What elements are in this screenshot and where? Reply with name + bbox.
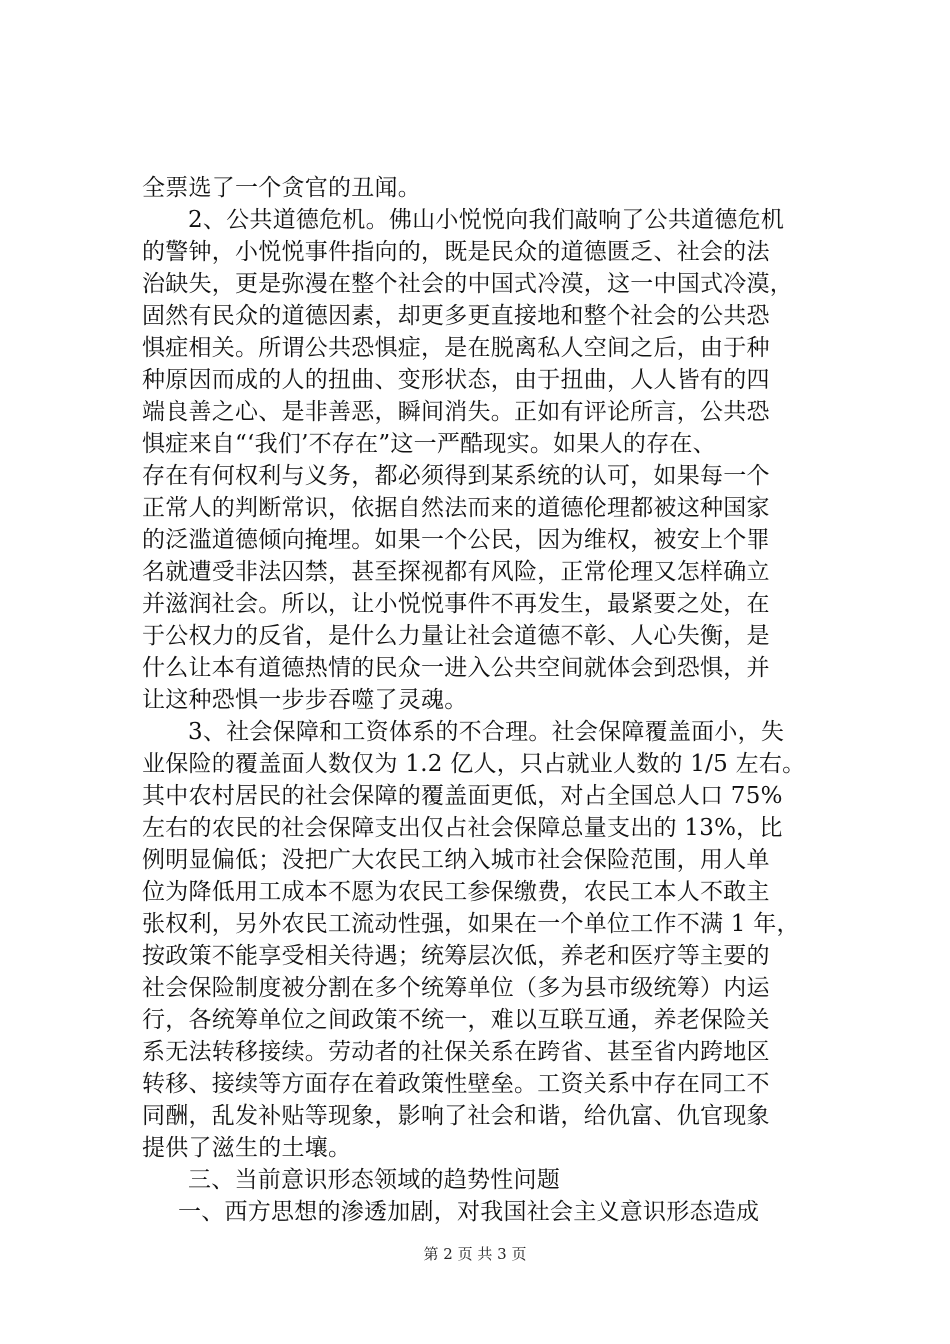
text-line: 行，各统筹单位之间政策不统一，难以互联互通，养老保险关: [142, 1007, 770, 1033]
text-line: 惧症来自“‘我们’不存在”这一严酷现实。如果人的存在、: [142, 431, 716, 457]
text-line: 什么让本有道德热情的民众一进入公共空间就体会到恐惧，并: [142, 655, 770, 681]
paragraph-start: 一、西方思想的渗透加剧，对我国社会主义意识形态造成: [178, 1199, 760, 1225]
text-line: 张权利，另外农民工流动性强，如果在一个单位工作不满 1 年，: [142, 911, 800, 937]
text-line: 位为降低用工成本不愿为农民工参保缴费，农民工本人不敢主: [142, 879, 770, 905]
page-footer: [0, 1244, 950, 1264]
text-line: 业保险的覆盖面人数仅为 1.2 亿人，只占就业人数的 1/5 左右。: [142, 751, 806, 777]
text-line: 转移、接续等方面存在着政策性壁垒。工资关系中存在同工不: [142, 1071, 770, 1097]
document-body: [142, 172, 842, 1228]
text-line: 于公权力的反省，是什么力量让社会道德不彰、人心失衡，是: [142, 623, 770, 649]
text-line: 系无法转移接续。劳动者的社保关系在跨省、甚至省内跨地区: [142, 1039, 770, 1065]
text-line: 让这种恐惧一步步吞噬了灵魂。: [142, 687, 468, 713]
text-line: 种原因而成的人的扭曲、变形状态，由于扭曲，人人皆有的四: [142, 367, 770, 393]
paragraph-start: 3、社会保障和工资体系的不合理。社会保障覆盖面小，失: [188, 719, 785, 745]
text-line: 提供了滋生的土壤。: [142, 1135, 352, 1161]
section-heading: 三、当前意识形态领域的趋势性问题: [188, 1167, 560, 1193]
text-line: 的泛滥道德倾向掩埋。如果一个公民，因为维权，被安上个罪: [142, 527, 770, 553]
text-line: 治缺失，更是弥漫在整个社会的中国式冷漠，这一中国式冷漠，: [142, 271, 793, 297]
text-line: 例明显偏低；没把广大农民工纳入城市社会保险范围，用人单: [142, 847, 770, 873]
text-line: 其中农村居民的社会保障的覆盖面更低，对占全国总人口 75%: [142, 783, 783, 809]
text-line: 同酬，乱发补贴等现象，影响了社会和谐，给仇富、仇官现象: [142, 1103, 770, 1129]
text-line: 并滋润社会。所以，让小悦悦事件不再发生，最紧要之处，在: [142, 591, 770, 617]
text-line: 左右的农民的社会保障支出仅占社会保障总量支出的 13%，比: [142, 815, 783, 841]
text-line: 的警钟，小悦悦事件指向的，既是民众的道德匮乏、社会的法: [142, 239, 770, 265]
text-line: 惧症相关。所谓公共恐惧症，是在脱离私人空间之后，由于种: [142, 335, 770, 361]
text-line: 社会保险制度被分割在多个统筹单位（多为县市级统筹）内运: [142, 975, 770, 1001]
text-line: 按政策不能享受相关待遇；统筹层次低，养老和医疗等主要的: [142, 943, 770, 969]
text-line: 名就遭受非法囚禁，甚至探视都有风险，正常伦理又怎样确立: [142, 559, 770, 585]
text-line: 端良善之心、是非善恶，瞬间消失。正如有评论所言，公共恐: [142, 399, 770, 425]
text-line: 固然有民众的道德因素，却更多更直接地和整个社会的公共恐: [142, 303, 770, 329]
page-number: 第 2 页 共 3 页: [423, 1245, 527, 1263]
paragraph-start: 2、公共道德危机。佛山小悦悦向我们敲响了公共道德危机: [188, 207, 785, 233]
text-line: 存在有何权利与义务，都必须得到某系统的认可，如果每一个: [142, 463, 770, 489]
text-line: 全票选了一个贪官的丑闻。: [142, 175, 421, 201]
text-line: 正常人的判断常识，依据自然法而来的道德伦理都被这种国家: [142, 495, 770, 521]
